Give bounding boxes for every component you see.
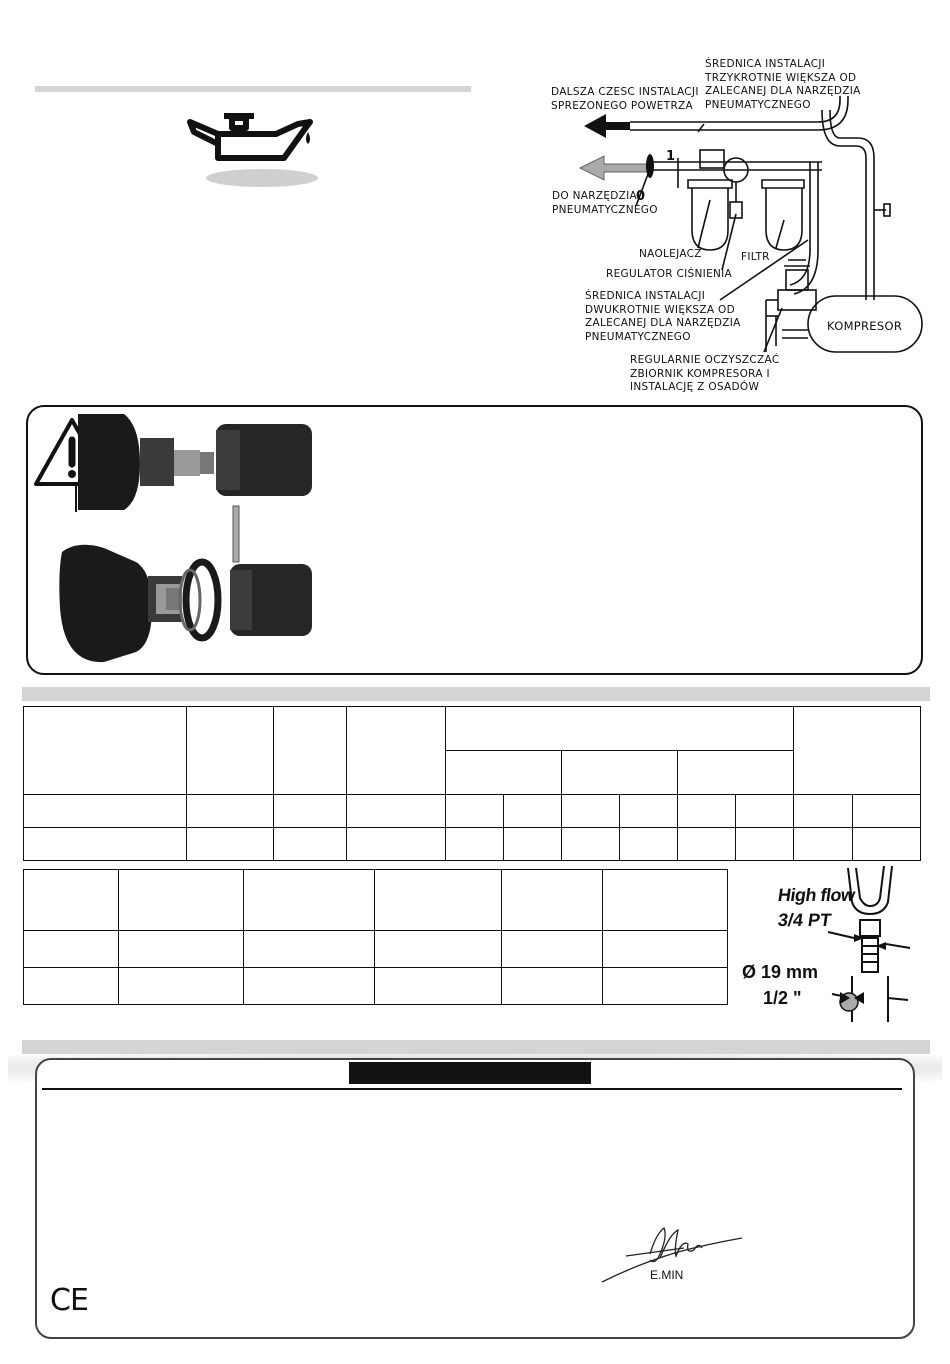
section-rule-specs bbox=[22, 687, 930, 701]
signature-name: E.MIN bbox=[650, 1268, 684, 1282]
spec-header-cell bbox=[446, 707, 794, 751]
label-valve-on: 1 bbox=[666, 149, 676, 164]
table-row bbox=[24, 931, 728, 968]
section-rule-declaration bbox=[22, 1040, 930, 1054]
hose-label-thread: 3/4 PT bbox=[776, 910, 833, 930]
hose-header-cell bbox=[119, 870, 244, 931]
section-rule-top bbox=[35, 86, 471, 92]
table-row bbox=[24, 795, 921, 828]
declaration-rule bbox=[42, 1088, 902, 1090]
label-further-installation: DALSZA CZESC INSTALACJI SPREZONEGO POWETRZA bbox=[551, 86, 699, 112]
label-clean-tank: REGULARNIE OCZYSZCZAĆ ZBIORNIK KOMPRESORA I INSTALACJĘ Z OSADÓW bbox=[630, 354, 780, 393]
spec-header-cell bbox=[794, 707, 921, 795]
label-triple-diameter: ŚREDNICA INSTALACJI TRZYKROTNIE WIĘKSZA OD ZALECANEJ DLA NARZĘDZIA PNEUMATYCZNEGO bbox=[705, 58, 861, 111]
label-filter: FILTR bbox=[741, 251, 770, 263]
hose-label-high-flow: High flow bbox=[776, 885, 856, 905]
spec-header-cell bbox=[347, 707, 446, 795]
table-row bbox=[24, 828, 921, 861]
oil-can-icon bbox=[180, 108, 340, 190]
hose-header-cell bbox=[502, 870, 603, 931]
hose-label-size: 1/2 " bbox=[763, 988, 802, 1008]
air-installation-diagram bbox=[540, 80, 930, 400]
hose-header-cell bbox=[244, 870, 375, 931]
spec-subheader-cell bbox=[446, 751, 562, 795]
declaration-box bbox=[35, 1058, 915, 1339]
declaration-title-bar bbox=[349, 1062, 591, 1084]
spec-header-cell bbox=[187, 707, 274, 795]
socket-assembly-illustration bbox=[56, 412, 326, 664]
spec-subheader-cell bbox=[562, 751, 678, 795]
spec-table-hose bbox=[23, 869, 728, 1005]
label-double-diameter: ŚREDNICA INSTALACJI DWUKROTNIE WIĘKSZA OD ZALECANEJ DLA NARZĘDZIA PNEUMATYCZNEGO bbox=[585, 290, 741, 343]
ce-mark: CE bbox=[50, 1283, 88, 1318]
table-row bbox=[24, 968, 728, 1005]
label-to-tool: DO NARZĘDZIA PNEUMATYCZNEGO bbox=[552, 190, 658, 216]
label-valve-off: 0 bbox=[636, 189, 646, 204]
label-compressor: KOMPRESOR bbox=[827, 319, 903, 333]
hose-header-cell bbox=[603, 870, 728, 931]
spec-header-cell bbox=[274, 707, 347, 795]
spec-subheader-cell bbox=[678, 751, 794, 795]
label-regulator: REGULATOR CIŚNIENIA bbox=[606, 268, 733, 280]
hose-label-diameter: Ø 19 mm bbox=[742, 962, 819, 982]
label-lubricator: NAOLEJACZ bbox=[639, 248, 702, 260]
hose-header-cell bbox=[375, 870, 502, 931]
spec-header-cell bbox=[24, 707, 187, 795]
spec-table-main bbox=[23, 706, 921, 861]
hose-header-cell bbox=[24, 870, 119, 931]
